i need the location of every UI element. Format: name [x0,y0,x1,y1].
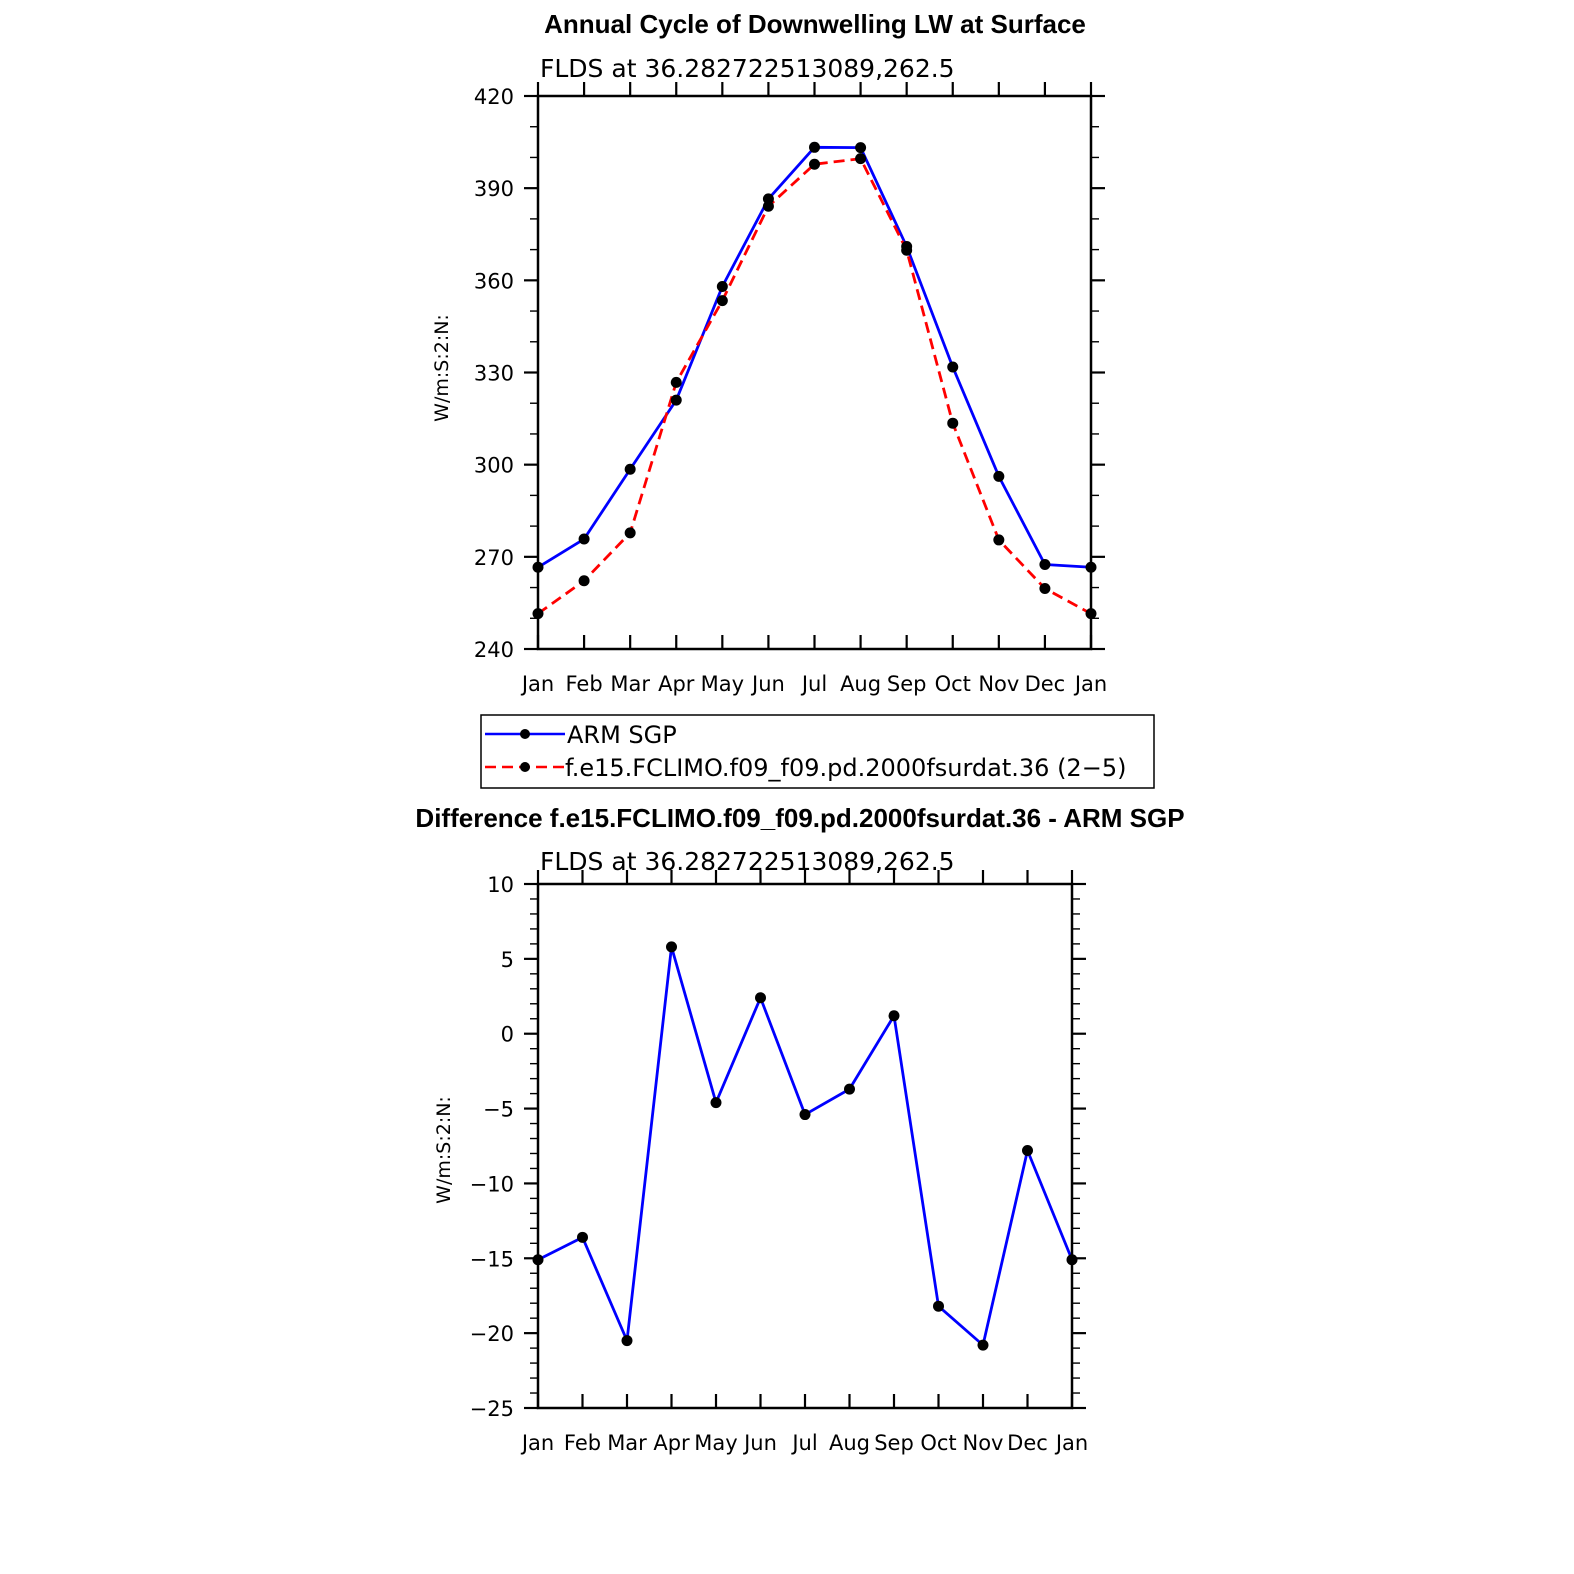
x-tick-labels [520,672,1107,696]
data-point [711,1097,722,1108]
x-tick-label: Jan [1074,672,1108,696]
data-point [844,1084,855,1095]
x-tick-label: Oct [920,1431,957,1455]
x-tick-label: Nov [962,1431,1004,1455]
data-point [763,201,774,212]
data-point [978,1340,989,1351]
y-tick-labels [474,85,514,662]
x-tick-label: Feb [563,1431,602,1455]
legend-label-obs: ARM SGP [567,721,677,749]
y-tick-label: 360 [473,269,514,294]
y-axis-label: W/m:S:2:N: [433,1096,455,1204]
x-tick-label: Apr [658,672,695,696]
y-tick-label: 330 [473,361,514,386]
data-point [855,142,866,153]
data-point [579,534,590,545]
data-point [800,1109,811,1120]
x-tick-label: May [694,1431,738,1455]
data-point [625,527,636,538]
data-point [671,395,682,406]
data-point [901,245,912,256]
legend-entry-model [485,754,1126,782]
annual-cycle-chart [431,9,1107,696]
data-point [717,295,728,306]
y-tick-label: 420 [473,85,514,109]
plot-frame [538,96,1091,649]
x-tick-label: Jul [801,672,828,696]
x-tick-label: Aug [840,672,882,696]
x-tick-label: Jan [1055,1431,1089,1455]
data-point [1039,583,1050,594]
data-point [1039,559,1050,570]
x-tick-label: Oct [934,672,971,696]
data-point [809,142,820,153]
y-tick-label: 0 [500,1022,514,1047]
y-tick-labels [470,873,514,1421]
data-point [1022,1145,1033,1156]
y-tick-label: −20 [469,1322,514,1347]
data-point [577,1232,588,1243]
x-tick-labels [520,1431,1088,1455]
axis-ticks [524,870,1086,1408]
x-tick-label: Nov [978,672,1020,696]
x-tick-label: Jun [744,1431,777,1455]
chart-subtitle: FLDS at 36.282722513089,262.5 [540,847,955,876]
series-line-0 [538,147,1091,567]
data-point [717,281,728,292]
x-tick-label: Apr [653,1431,690,1455]
legend-marker-obs [520,729,530,739]
y-tick-label: −15 [469,1247,514,1272]
difference-chart [415,803,1184,1455]
data-point [622,1335,633,1346]
y-tick-label: −25 [469,1397,514,1421]
x-tick-label: Jun [752,672,785,696]
x-tick-label: Mar [607,1431,647,1455]
y-tick-label: 270 [473,545,514,570]
data-point [947,418,958,429]
series-line-1 [538,159,1091,614]
data-point [889,1010,900,1021]
series-line-0 [538,947,1072,1345]
y-axis-label: W/m:S:2:N: [431,314,453,422]
x-tick-label: Aug [828,1431,871,1455]
y-tick-label: −5 [483,1097,514,1122]
x-tick-label: Sep [874,1431,914,1455]
data-point [671,377,682,388]
data-point [947,361,958,372]
y-tick-label: 390 [473,177,514,202]
x-tick-label: Dec [1024,672,1066,696]
data-point [855,153,866,164]
plot-frame [538,884,1072,1408]
data-point [666,941,677,952]
legend-entry-obs [485,721,677,749]
chart-title: Difference f.e15.FCLIMO.f09_f09.pd.2000fsurdat.36 - ARM SGP [415,803,1185,833]
data-point [625,464,636,475]
chart-title: Annual Cycle of Downwelling LW at Surface [544,9,1086,39]
chart-subtitle: FLDS at 36.282722513089,262.5 [540,54,955,83]
x-tick-label: Jan [521,672,555,696]
x-tick-label: May [700,672,745,696]
legend-label-model: f.e15.FCLIMO.f09_f09.pd.2000fsurdat.36 (2−5) [565,754,1127,782]
legend-marker-model [520,762,530,772]
legend [481,715,1154,788]
data-point [809,159,820,170]
x-tick-label: Jul [792,1431,818,1455]
data-point [933,1301,944,1312]
data-point [755,992,766,1003]
x-tick-label: Feb [565,672,603,696]
series-lines [538,147,1091,613]
y-tick-label: 5 [500,947,514,972]
y-tick-label: 10 [487,873,514,897]
y-tick-label: −10 [469,1172,514,1197]
data-point [993,534,1004,545]
series-lines [538,947,1072,1345]
data-point [993,471,1004,482]
x-tick-label: Dec [1007,1431,1048,1455]
x-tick-label: Mar [610,672,650,696]
x-tick-label: Jan [521,1431,555,1455]
y-tick-label: 240 [473,638,514,662]
x-tick-label: Sep [886,672,927,696]
data-point [579,575,590,586]
y-tick-label: 300 [473,453,514,478]
